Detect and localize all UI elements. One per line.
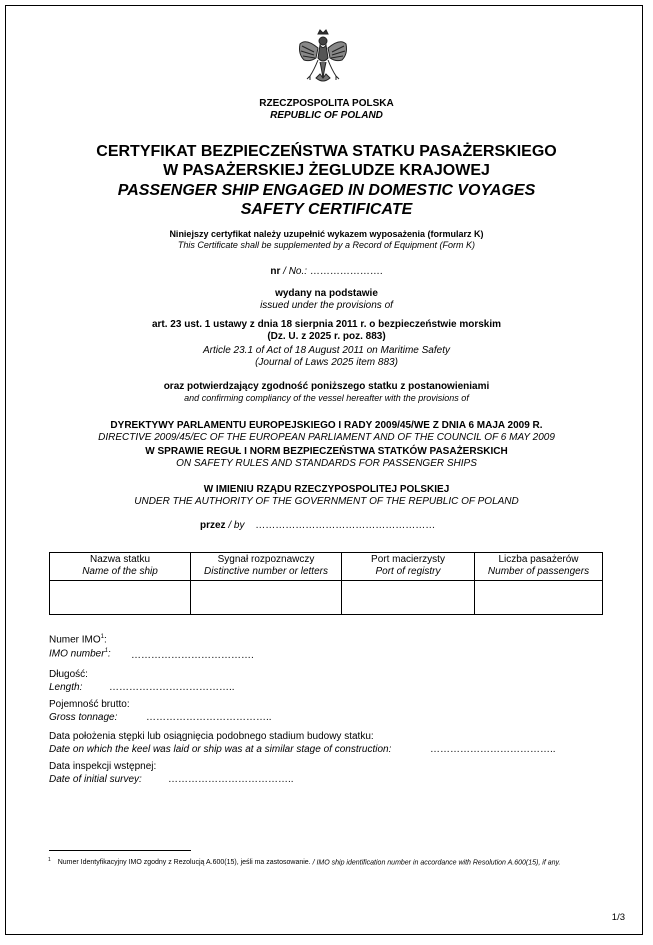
length-value[interactable]: ……………………………….. (109, 682, 235, 693)
col-number-of-passengers (475, 553, 603, 581)
tonnage-value[interactable]: ……………………………….. (146, 712, 272, 723)
col-distinctive-number (191, 553, 342, 581)
title-pl-line1: CERTYFIKAT BEZPIECZEŃSTWA STATKU PASAŻERSKIEGO (96, 143, 557, 160)
title-en-line2: SAFETY CERTIFICATE (240, 201, 413, 218)
tonnage-label-en: Gross tonnage: (49, 712, 118, 723)
by-label-en: / by (228, 520, 245, 531)
imo-label-en: IMO number$^1$: (49, 648, 111, 660)
issued-en: issued under the provisions of (260, 300, 393, 311)
country-name-en: REPUBLIC OF POLAND (270, 110, 383, 121)
authority-en: UNDER THE AUTHORITY OF THE GOVERNMENT OF THE REPUBLIC OF POLAND (134, 496, 519, 507)
ship-particulars-table (49, 552, 603, 615)
col-label-en: Name of the ship (82, 566, 158, 577)
by-value: ……………………………………………… (255, 520, 436, 531)
country-name-pl: RZECZPOSPOLITA POLSKA (259, 98, 394, 109)
imo-label-pl: Numer IMO$^1$: (49, 634, 107, 646)
title-pl-line2: W PASAŻERSKIEJ ŻEGLUDZE KRAJOWEJ (163, 162, 490, 179)
title-en-line1: PASSENGER SHIP ENGAGED IN DOMESTIC VOYAGES (117, 182, 536, 199)
survey-label-en: Date of initial survey: (49, 774, 142, 785)
survey-label-pl: Data inspekcji wstępnej: (49, 761, 157, 772)
supplement-en: This Certificate shall be supplemented by a Record of Equipment (Form K) (177, 240, 476, 250)
number-label-pl: nr (270, 266, 281, 277)
number-value: …………………. (309, 266, 383, 277)
passengers-cell[interactable] (475, 581, 603, 615)
length-label-pl: Długość: (49, 669, 88, 680)
ship-name-cell[interactable] (50, 581, 191, 615)
law-pl-line2: (Dz. U. z 2025 r. poz. 883) (267, 331, 386, 342)
law-pl-line1: art. 23 ust. 1 ustawy z dnia 18 sierpnia 2011 r. o bezpieczeństwie morskim (151, 319, 502, 330)
footnote-pl: Numer Identyfikacyjny IMO zgodny z Rezolucją A.600(15), jeśli ma zastosowanie. (57, 859, 311, 867)
col-label-pl: Liczba pasażerów (498, 554, 579, 565)
authority-pl: W IMIENIU RZĄDU RZECZYPOSPOLITEJ POLSKIEJ (203, 484, 450, 495)
col-port-of-registry (342, 553, 475, 581)
rules-pl: W SPRAWIE REGUŁ I NORM BEZPIECZEŃSTWA STATKÓW PASAŻERSKICH (145, 446, 508, 457)
keel-label-pl: Data położenia stępki lub osiągnięcia podobnego stadium budowy statku: (49, 731, 374, 742)
footnote-en: / IMO ship identification number in accordance with Resolution A.600(15), if any. (312, 859, 561, 867)
col-label-en: Number of passengers (487, 566, 590, 577)
law-en-line1: Article 23.1 of Act of 18 August 2011 on Maritime Safety (203, 345, 450, 356)
col-label-pl: Sygnał rozpoznawczy (217, 554, 315, 565)
keel-value[interactable]: ……………………………….. (430, 744, 556, 755)
footnote-divider (49, 850, 191, 851)
col-label-pl: Nazwa statku (89, 554, 151, 565)
by-label-pl: przez (200, 520, 226, 531)
rules-en: ON SAFETY RULES AND STANDARDS FOR PASSENGER SHIPS (176, 458, 477, 469)
footnote-mark: 1 (48, 857, 51, 863)
polish-eagle-emblem (296, 28, 350, 86)
col-label-en: Port of registry (375, 566, 441, 577)
col-label-pl: Port macierzysty (371, 554, 445, 565)
number-label-en: / No.: (283, 266, 308, 277)
certificate-number (0, 266, 653, 277)
table-header-row (50, 553, 603, 581)
page-number: 1/3 (611, 912, 625, 923)
port-of-registry-cell[interactable] (342, 581, 475, 615)
survey-value[interactable]: ……………………………….. (168, 774, 294, 785)
keel-label-en: Date on which the keel was laid or ship was at a similar stage of construction: (49, 744, 392, 755)
compliance-pl: oraz potwierdzający zgodność poniższego statku z postanowieniami (163, 381, 490, 392)
supplement-pl: Niniejszy certyfikat należy uzupełnić wykazem wyposażenia (formularz K) (169, 229, 484, 239)
issued-by (200, 520, 435, 531)
compliance-en: and confirming compliancy of the vessel hereafter with the provisions of (184, 393, 469, 403)
table-row (50, 581, 603, 615)
col-ship-name (50, 553, 191, 581)
issued-pl: wydany na podstawie (275, 288, 378, 299)
directive-pl: DYREKTYWY PARLAMENTU EUROPEJSKIEGO I RADY 2009/45/WE Z DNIA 6 MAJA 2009 R. (110, 420, 543, 431)
distinctive-number-cell[interactable] (191, 581, 342, 615)
law-en-line2: (Journal of Laws 2025 item 883) (255, 357, 398, 368)
directive-en: DIRECTIVE 2009/45/EC OF THE EUROPEAN PARLIAMENT AND OF THE COUNCIL OF 6 MAY 2009 (98, 432, 555, 443)
col-label-en: Distinctive number or letters (204, 566, 328, 577)
length-label-en: Length: (49, 682, 83, 693)
footnote (48, 855, 608, 868)
imo-value[interactable]: ………………………………. (131, 650, 254, 661)
tonnage-label-pl: Pojemność brutto: (49, 699, 130, 710)
